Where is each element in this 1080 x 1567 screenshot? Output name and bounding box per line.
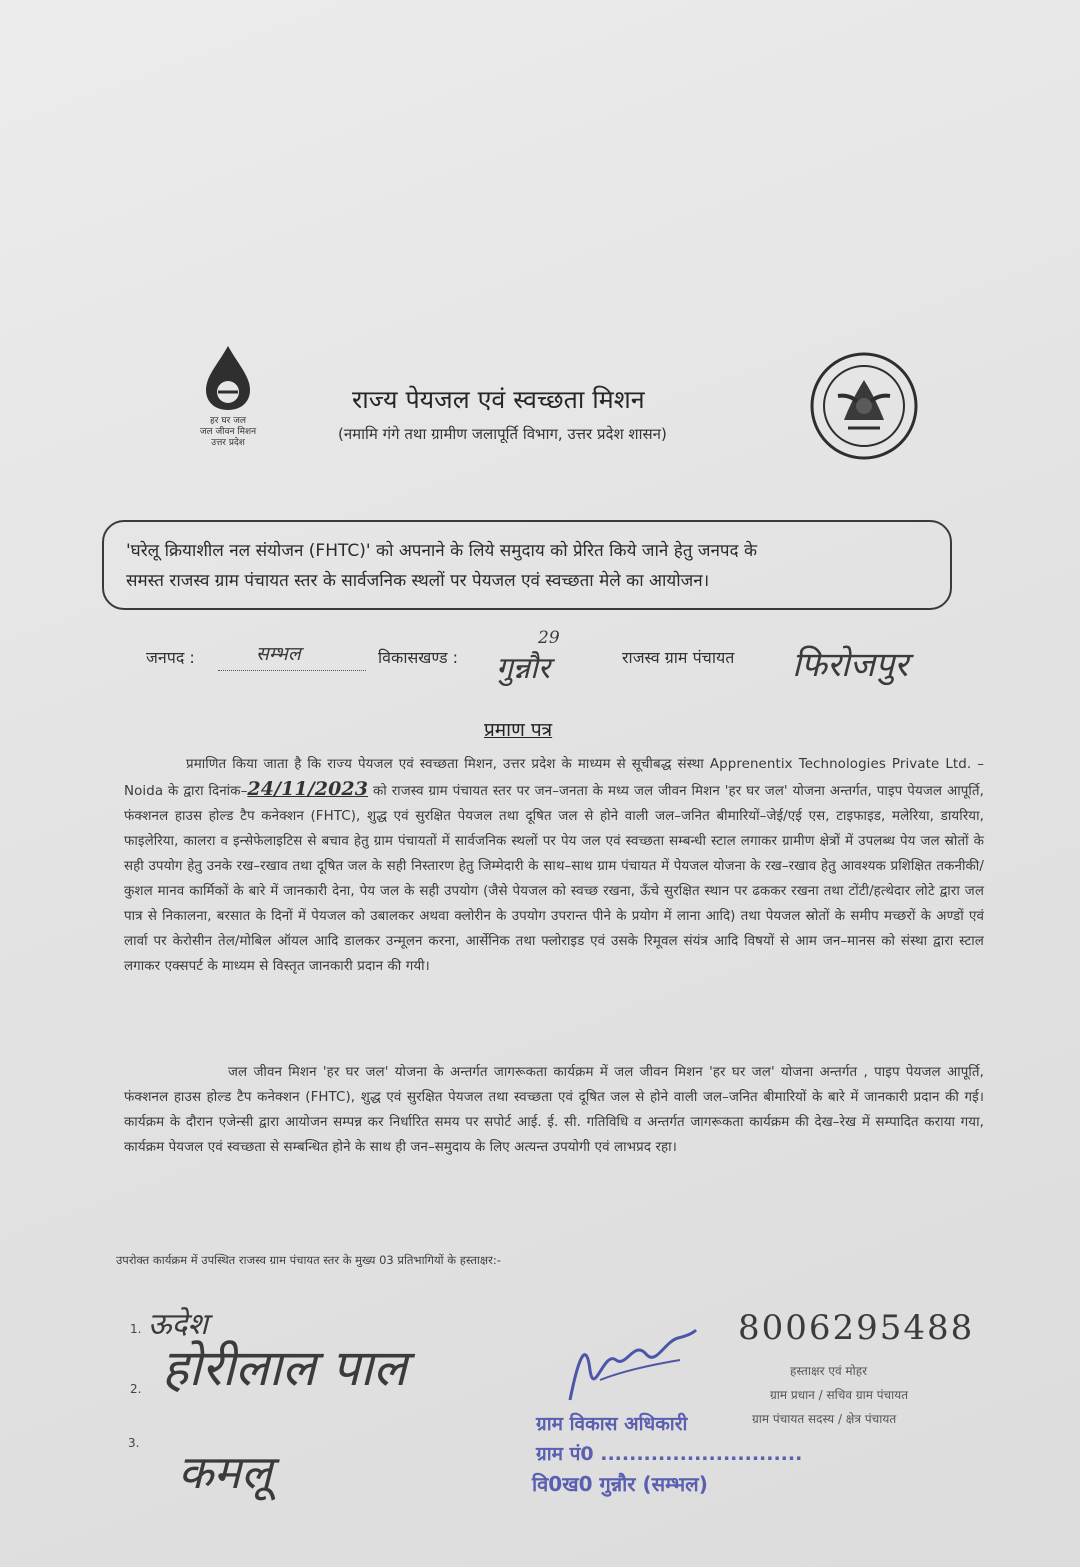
logo-line-1: हर घर जल xyxy=(210,416,246,426)
logo-line-2: जल जीवन मिशन xyxy=(199,427,257,437)
event-title-box xyxy=(102,520,952,610)
sign-seal-label: हस्ताक्षर एवं मोहर xyxy=(790,1364,868,1378)
vikaskhand-value: गुन्नौर xyxy=(496,651,551,686)
para1-rest: को राजस्व ग्राम पंचायत स्तर पर जन–जनता के मध्य जल जीवन मिशन 'हर घर जल' योजना अन्तर्गत, पाइप पेयजल आपूर्ति, फंक्शनल हाउस होल्ड टैप कनेक्शन (FHTC), शुद्ध एवं सुरक्षित पेयजल तथा दूषित जल से होने वाली जल–जनित बीमारियों–जेई/एई एस, टाइफाइड, मलेरिया, डायरिया, फाइलेरिया, कालरा व इन्सेफेलाइटिस से बचाव हेतु ग्राम पंचायतों में सार्वजनिक स्थलों पर पेय जल एवं स्वच्छता सम्बन्धी स्टाल लगाकर ग्रामीण क्षेत्रों में उपलब्ध पेय जल स्रोतों के सही उपयोग हेतु उनके रख–रखाव तथा दूषित जल के सही निस्तारण हेतु जिम्मेदारी के साथ–साथ ग्राम पंचायत में पेयजल योजना के रख–रखाव हेतु आवश्यक प्रशिक्षित तकनीकी/कुशल मानव कार्मिकों के बारे में जानकारी देना, पेय जल के सही उपयोग (जैसे पेयजल को स्वच्छ रखना, ऊँचे सुरक्षित स्थान पर ढककर रखना तथा टोंटी/हत्थेदार लोटे द्वारा जल पात्र से निकालना, बरसात के दिनों में पेयजल को उबालकर अथवा क्लोरीन के उपयोग उपरान्त पीने के प्रयोग में लाना आदि) तथा पेयजल स्रोतों के समीप मच्छरों के अण्डों एवं लार्वा पर केरोसीन तेल/मोबिल ऑयल आदि डालकर उन्मूलन करना, आर्सेनिक तथा फ्लोराइड एवं उसके रिमूवल संयंत्र आदि विषयों से आम जन–मानस को संस्था द्वारा स्टाल लगाकर एक्सपर्ट के माध्यम से विस्तृत जानकारी प्रदान की गयी। xyxy=(124,784,984,974)
sign-role-1: ग्राम प्रधान / सचिव ग्राम पंचायत xyxy=(770,1388,909,1402)
vikaskhand-note: 29 xyxy=(538,628,560,648)
certificate-title: प्रमाण पत्र xyxy=(484,719,553,741)
participant-1-num: 1. xyxy=(130,1322,142,1336)
jal-jeevan-mission-logo xyxy=(188,342,268,452)
panchayat-value: फिरोजपुर xyxy=(792,645,909,685)
janpad-value: सम्भल xyxy=(256,643,301,665)
sign-role-2: ग्राम पंचायत सदस्य / क्षेत्र पंचायत xyxy=(752,1412,897,1426)
participants-note: उपरोक्त कार्यक्रम में उपस्थित राजस्व ग्राम पंचायत स्तर के मुख्य 03 प्रतिभागियों के हस्ताक्षर:- xyxy=(116,1253,501,1267)
para2-text: जल जीवन मिशन 'हर घर जल' योजना के अन्तर्गत जागरूकता कार्यक्रम में जल जीवन मिशन 'हर घर जल' योजना अन्तर्गत , पाइप पेयजल आपूर्ति, फंक्शनल हाउस होल्ड टैप कनेक्शन (FHTC), शुद्ध एवं सुरक्षित पेयजल तथा स्वच्छता एवं दूषित जल से होने वाली जल–जनित बीमारियों के बारे में जानकारी प्रदान की गई। कार्यक्रम के दौरान एजेन्सी द्वारा आयोजन सम्पन्न कर निर्धारित समय पर सपोर्ट आई. ई. सी. गतिविधि व अन्तर्गत जागरूकता कार्यक्रम की देख–रेख में सम्पादित कराया गया, कार्यक्रम पेयजल एवं स्वच्छता से सम्बन्धित होने के साथ ही जन–समुदाय के लिए अत्यन्त उपयोगी एवं लाभप्रद रहा। xyxy=(124,1065,984,1155)
officer-signature-scribble xyxy=(560,1320,700,1410)
janpad-label: जनपद : xyxy=(146,648,195,667)
participant-3-num: 3. xyxy=(128,1436,140,1450)
phone-number: 8006295488 xyxy=(738,1308,975,1348)
mission-subtitle: (नमामि गंगे तथा ग्रामीण जलापूर्ति विभाग, उत्तर प्रदेश शासन) xyxy=(338,425,667,443)
logo-line-3: उत्तर प्रदेश xyxy=(211,438,245,448)
janpad-dotted-line xyxy=(218,670,366,671)
certificate-paragraph-1 xyxy=(124,752,984,979)
water-drop-icon xyxy=(188,342,268,412)
event-title-line-1: 'घरेलू क्रियाशील नल संयोजन (FHTC)' को अपनाने के लिये समुदाय को प्रेरित किये जाने हेतु जनपद के xyxy=(126,541,758,561)
stamp-line-3: वि0ख0 गुन्नौर (सम्भल) xyxy=(532,1472,708,1496)
para1-start: प्रमाणित किया जाता है कि राज्य पेयजल एवं स्वच्छता मिशन, उत्तर प्रदेश के माध्यम से सूचीबद्ध संस्था Apprenentix Technologies Private Ltd. – Noida के द्वारा दिनांक– xyxy=(124,757,984,799)
panchayat-label: राजस्व ग्राम पंचायत xyxy=(622,648,735,667)
event-title-line-2: समस्त राजस्व ग्राम पंचायत स्तर के सार्वजनिक स्थलों पर पेयजल एवं स्वच्छता मेले का आयोजन। xyxy=(126,571,710,591)
certificate-paragraph-2 xyxy=(124,1060,984,1160)
participant-1-signature: ऊदेश xyxy=(148,1307,208,1342)
event-date: 24/11/2023 xyxy=(247,778,369,800)
up-government-seal-icon xyxy=(808,350,920,462)
mission-title: राज्य पेयजल एवं स्वच्छता मिशन xyxy=(352,385,645,414)
participant-2-num: 2. xyxy=(130,1382,142,1396)
stamp-line-1: ग्राम विकास अधिकारी xyxy=(536,1413,688,1435)
participant-2-signature: होरीलाल पाल xyxy=(162,1339,407,1397)
participant-3-signature: कमलू xyxy=(178,1445,273,1499)
stamp-line-2: ग्राम पं0 ............................ xyxy=(536,1443,803,1465)
vikaskhand-label: विकासखण्ड : xyxy=(378,648,459,667)
